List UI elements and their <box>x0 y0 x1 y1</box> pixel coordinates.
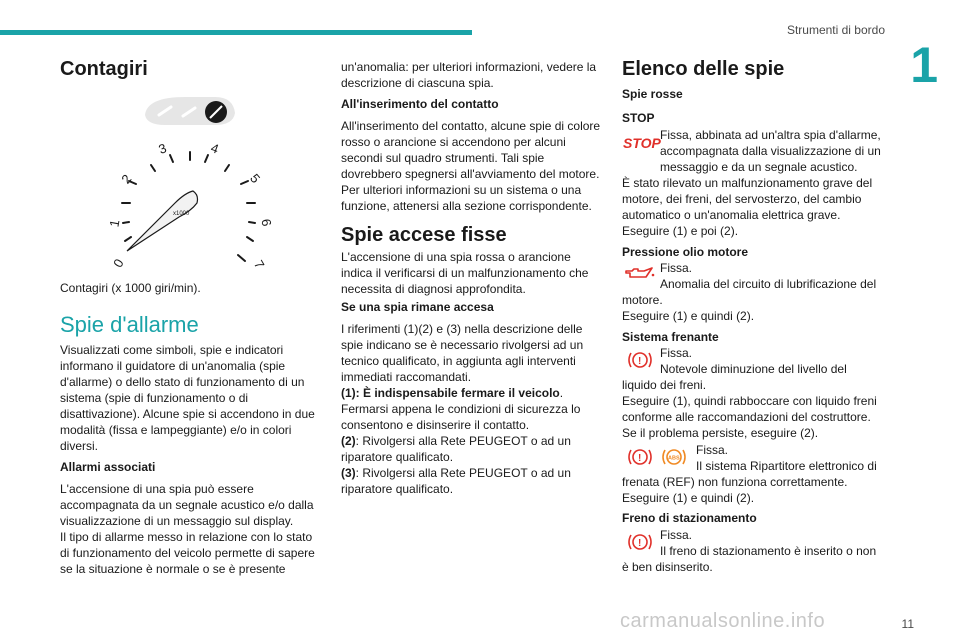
spie-accese-heading: Spie accese fisse <box>341 224 507 246</box>
gauge-unit: x1000 <box>173 211 190 217</box>
abs-icon-text: ABS <box>668 455 680 462</box>
tachometer-caption: Contagiri (x 1000 giri/min). <box>60 281 201 295</box>
riferimenti-intro: I riferimenti (1)(2) e (3) nella descrizione delle spie indicano se è necessario rivolgersi ad un tecnico qualificato, in aggiunta agli interventi immediati raccomandati. <box>341 322 584 384</box>
gauge-label-3: 3 <box>156 140 169 157</box>
gauge-label-5: 5 <box>247 170 264 186</box>
gauge-label-6: 6 <box>258 217 275 228</box>
riferimento-2 <box>341 433 603 465</box>
svg-text:!: ! <box>638 356 642 367</box>
contagiri-heading: Contagiri <box>60 58 148 80</box>
spie-allarme-text: Visualizzati come simboli, spie e indicatori informano il guidatore di un'anomalia (spie d'allarme) o dello stato di funzionamento di un sistema (spie di funzionamento o di disattivazione). Alcune spie si accendono in due modalità (fissa e lampeggiante) e/o in colori diversi. <box>60 343 315 453</box>
anomalia-continuation: un'anomalia: per ulteriori informazioni, vedere la descrizione di ciascuna spia. <box>341 60 597 90</box>
olio-text-action: Eseguire (1) e quindi (2). <box>622 309 755 323</box>
tachometer-illustration <box>105 95 275 275</box>
gauge-needle <box>127 191 198 251</box>
gauge-label-0: 0 <box>110 256 127 270</box>
freno-text-persist: Se il problema persiste, eseguire (2). <box>622 426 819 440</box>
olio-text-fixed: Fissa. <box>660 261 693 275</box>
ref-text-action: Eseguire (1) e quindi (2). <box>622 491 755 505</box>
page-number: 11 <box>901 617 914 631</box>
stop-text-action: Eseguire (1) e poi (2). <box>622 224 739 238</box>
gauge-label-7: 7 <box>250 257 268 272</box>
ref3-text: : Rivolgersi alla Rete PEUGEOT o ad un riparatore qualificato. <box>341 466 571 496</box>
freno-stazionamento-heading: Freno di stazionamento <box>622 511 757 525</box>
chapter-number: 1 <box>910 37 938 93</box>
sistema-frenante-heading: Sistema frenante <box>622 330 719 344</box>
ref-text-failure: Il sistema Ripartitore elettronico di frenata (REF) non funziona correttamente. <box>622 459 877 489</box>
ref-text-fixed: Fissa. <box>696 443 729 457</box>
ref2-text: : Rivolgersi alla Rete PEUGEOT o ad un riparatore qualificato. <box>341 434 571 464</box>
ref3-label: (3) <box>341 466 356 480</box>
riferimento-1 <box>341 385 603 433</box>
allarmi-associati-text: L'accensione di una spia può essere accompagnata da un segnale acustico e/o dalla visualizzazione di un messaggio sul display. Il tipo di allarme messo in relazione con lo stato di funzionamento del veicolo permette di sapere se la situazione è normale o se è presente <box>60 482 315 576</box>
spie-allarme-heading: Spie d'allarme <box>60 312 199 337</box>
svg-text:!: ! <box>638 538 642 549</box>
allarmi-associati-heading: Allarmi associati <box>60 460 156 474</box>
ref1-text: . Fermarsi appena le condizioni di sicurezza lo consentono e disinserire il contatto. <box>341 386 581 432</box>
freno-text-action: Eseguire (1), quindi rabboccare con liquido freni conforme alle raccomandazioni del costruttore. <box>622 394 877 424</box>
ref1-label: (1) <box>341 386 356 400</box>
stop-icon-text: STOP <box>623 135 661 151</box>
ref1-bold: : È indispensabile fermare il veicolo <box>355 386 560 400</box>
stop-text-fixed: Fissa, abbinata ad un'altra spia d'allarme, accompagnata dalla visualizzazione di un messaggio e da un segnale acustico. <box>660 128 881 174</box>
stop-text-malfunction: È stato rilevato un malfunzionamento grave del motore, dei freni, del servosterzo, del cambio automatico o un'anomalia elettrica grave. <box>622 176 873 222</box>
staz-text-status: Il freno di stazionamento è inserito o non è ben disinserito. <box>622 544 877 574</box>
freno-text-fixed: Fissa. <box>660 346 693 360</box>
stop-heading: STOP <box>622 111 655 125</box>
svg-text:!: ! <box>638 453 642 464</box>
gauge-label-1: 1 <box>106 218 123 229</box>
section-title: Strumenti di bordo <box>786 23 885 37</box>
olio-heading: Pressione olio motore <box>622 245 749 259</box>
header-accent-bar <box>0 30 472 35</box>
ref2-label: (2) <box>341 434 356 448</box>
olio-text-anomaly: Anomalia del circuito di lubrificazione del motore. <box>622 277 877 307</box>
watermark: carmanualsonline.info <box>620 610 826 632</box>
freno-text-level: Notevole diminuzione del livello del liquido dei freni. <box>622 362 847 392</box>
gauge-label-4: 4 <box>208 140 221 157</box>
inserimento-text: All'inserimento del contatto, alcune spie di colore rosso o arancione si accendono per alcuni secondi sul quadro strumenti. Tali spie dovrebbero spegnersi all'avviamento del motore. Per ulteriori informazioni su un sistema o una funzione, attenersi alla sezione corrispondente. <box>341 119 601 213</box>
riferimento-3 <box>341 465 603 497</box>
stop-warning-icon <box>622 133 661 153</box>
gauge-label-2: 2 <box>118 171 135 187</box>
spie-rosse-heading: Spie rosse <box>622 87 683 101</box>
staz-text-fixed: Fissa. <box>660 528 693 542</box>
elenco-spie-heading: Elenco delle spie <box>622 58 785 80</box>
inserimento-heading: All'inserimento del contatto <box>341 97 499 111</box>
spia-rimane-heading: Se una spia rimane accesa <box>341 300 494 314</box>
spie-accese-text: L'accensione di una spia rossa o arancione indica il verificarsi di un malfunzionamento che necessita di diagnosi approfondita. <box>341 250 589 296</box>
